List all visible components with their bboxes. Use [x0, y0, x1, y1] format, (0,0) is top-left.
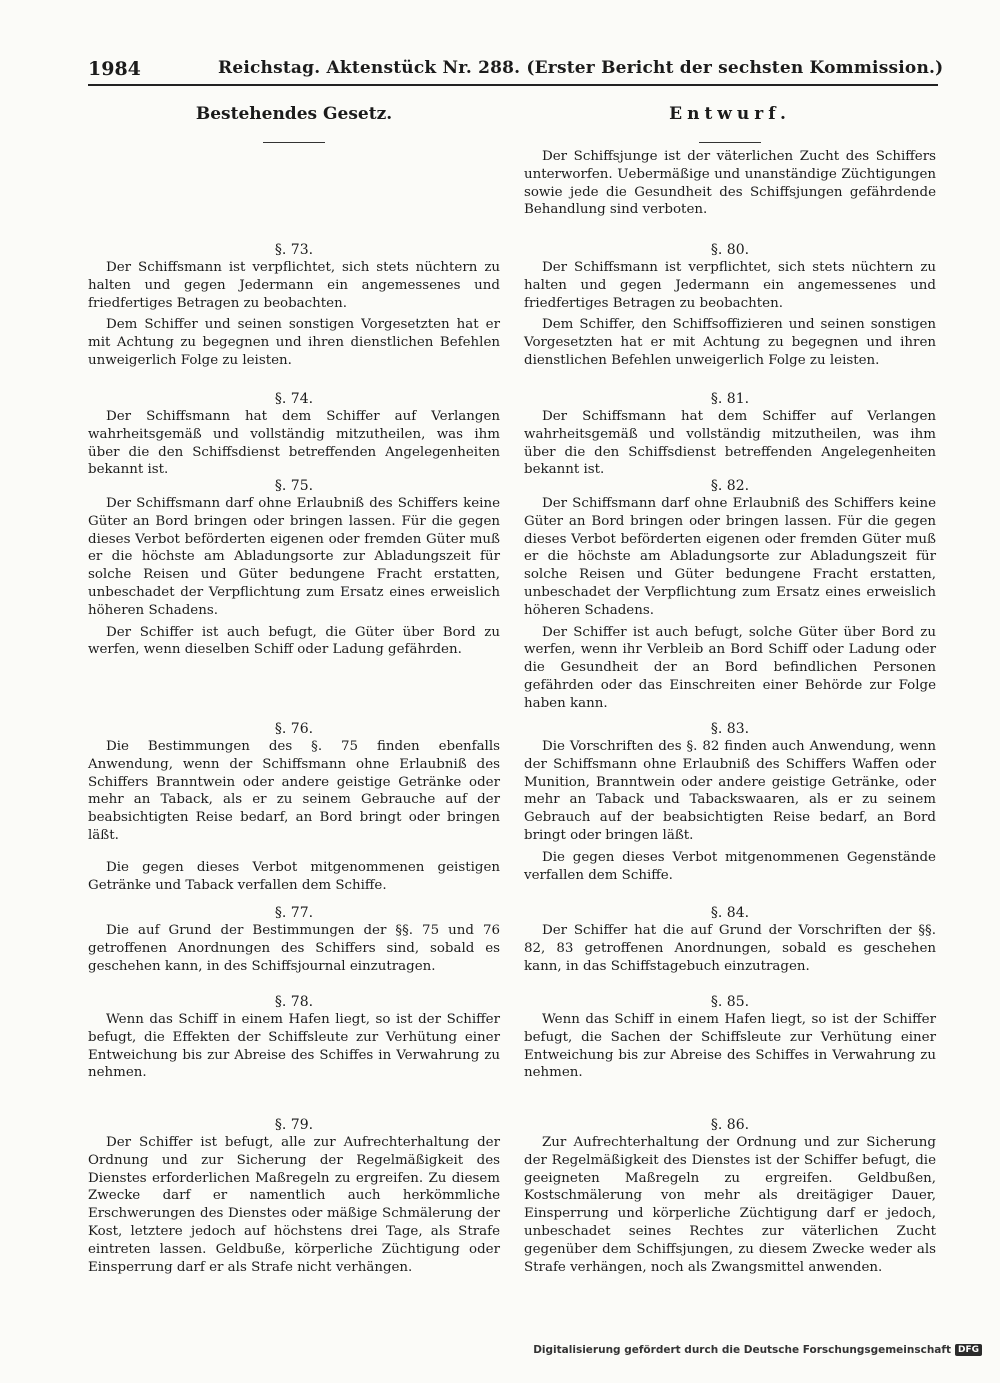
section-title: §. 85. [710, 994, 750, 1010]
paragraph: Der Schiffsmann hat dem Schiffer auf Verlangen wahrheitsgemäß und vollständig mitzutheilen, was ihm über die den Schiffsdienst betreffenden Angelegenheiten bekannt ist. [88, 409, 500, 478]
paragraph: Der Schiffsmann darf ohne Erlaubniß des Schiffers keine Güter an Bord bringen oder bringen lassen. Für die gegen dieses Verbot beförderten eigenen oder fremden Güter muß er die höchste am Abladungsorte zur Abladungszeit für solche Reisen und Güter bedungene Fracht erstatten, unbeschadet der Verpflichtung zum Ersatz eines erweislich höheren Schadens. [88, 496, 500, 618]
paragraph: Der Schiffsmann hat dem Schiffer auf Verlangen wahrheitsgemäß und vollständig mitzutheilen, was ihm über die den Schiffsdienst betreffenden Angelegenheiten bekannt ist. [524, 409, 936, 478]
left-column [88, 100, 500, 1275]
dfg-logo-icon: DFG [955, 1344, 982, 1356]
section-76 [88, 720, 500, 898]
section-85 [524, 993, 936, 1086]
page-header [88, 58, 944, 84]
section-title: §. 81. [710, 391, 750, 407]
section-title: §. 83. [710, 721, 750, 737]
section-86 [524, 1116, 936, 1280]
section-75 [88, 477, 500, 663]
right-heading-rule [699, 142, 761, 143]
section-84 [524, 904, 936, 979]
section-title: §. 84. [710, 905, 750, 921]
paragraph: Die gegen dieses Verbot mitgenommenen geistigen Getränke und Taback verfallen dem Schiffe. [88, 859, 500, 893]
paragraph: Wenn das Schiff in einem Hafen liegt, so ist der Schiffer befugt, die Sachen der Schiffsleute zur Verhütung einer Entweichung bis zur Abreise des Schiffes in Verwahrung zu nehmen. [524, 1012, 936, 1081]
intro-paragraph: Der Schiffsjunge ist der väterlichen Zucht des Schiffers unterworfen. Uebermäßige und unanständige Züchtigungen sowie jede die Gesundheit des Schiffsjungen gefährdende Behandlung sind verboten. [524, 149, 936, 218]
section-82 [524, 477, 936, 717]
section-83 [524, 720, 936, 888]
paragraph: Die Bestimmungen des §. 75 finden ebenfalls Anwendung, wenn der Schiffsmann ohne Erlaubniß des Schiffers Branntwein oder andere geistige Getränke oder mehr an Taback, als er zu seinem Gebrauche auf der beabsichtigten Reise bedarf, an Bord bringt oder bringen läßt. [88, 739, 500, 843]
section-title: §. 76. [274, 721, 314, 737]
left-column-heading: Bestehendes Gesetz. [195, 104, 393, 124]
section-81 [524, 390, 936, 483]
paragraph: Zur Aufrechterhaltung der Ordnung und zur Sicherung der Regelmäßigkeit des Dienstes ist der Schiffer befugt, die geeigneten Maßregeln zu ergreifen. Geldbußen, Kostschmälerung von mehr als dreitägiger Dauer, Einsperrung und körperliche Züchtigung darf er jedoch, unbeschadet seines Rechtes zur väterlichen Zucht gegenüber dem Schiffsjungen, zu diesem Zwecke weder als Strafe verhängen, noch als Zwangsmittel anwenden. [524, 1135, 936, 1275]
intro-section [524, 148, 936, 223]
section-79 [88, 1116, 500, 1280]
section-73 [88, 241, 500, 374]
paragraph: Die gegen dieses Verbot mitgenommenen Gegenstände verfallen dem Schiffe. [524, 849, 936, 883]
section-title: §. 77. [274, 905, 314, 921]
header-rule [88, 84, 938, 86]
section-title: §. 74. [274, 391, 314, 407]
paragraph: Der Schiffer ist befugt, alle zur Aufrechterhaltung der Ordnung und zur Sicherung der Regelmäßigkeit des Dienstes erforderlichen Maßregeln zu ergreifen. Zu diesem Zwecke darf er namentlich auch herkömmliche Erschwerungen des Dienstes oder mäßige Schmälerung der Kost, letztere jedoch auf höchstens drei Tage, als Strafe eintreten lassen. Geldbuße, körperliche Züchtigung oder Einsperrung darf er als Strafe nicht verhängen. [88, 1135, 500, 1275]
section-title: §. 73. [274, 242, 314, 258]
section-80 [524, 241, 936, 374]
paragraph: Der Schiffsmann ist verpflichtet, sich stets nüchtern zu halten und gegen Jedermann ein angemessenes und friedfertiges Betragen zu beobachten. [88, 260, 500, 311]
footer-text: Digitalisierung gefördert durch die Deutsche Forschungsgemeinschaft [533, 1344, 951, 1356]
right-column [524, 100, 936, 1275]
section-title: §. 78. [274, 994, 314, 1010]
paragraph: Der Schiffer ist auch befugt, solche Güter über Bord zu werfen, wenn ihr Verbleib an Bord Schiff oder Ladung oder die Gesundheit der an Bord befindlichen Personen gefährden oder das Einschreiten einer Behörde zur Folge haben kann. [524, 624, 936, 711]
paragraph: Der Schiffsmann darf ohne Erlaubniß des Schiffers keine Güter an Bord bringen oder bringen lassen. Für die gegen dieses Verbot beförderten eigenen oder fremden Güter muß er die höchste am Abladungsorte zur Abladungszeit für solche Reisen und Güter bedungene Fracht erstatten, unbeschadet der Verpflichtung zum Ersatz eines erweislich höheren Schadens. [524, 496, 936, 618]
section-77 [88, 904, 500, 979]
left-heading-rule [263, 142, 325, 143]
section-78 [88, 993, 500, 1086]
paragraph: Dem Schiffer, den Schiffsoffizieren und seinen sonstigen Vorgesetzten hat er mit Achtung zu begegnen und ihren dienstlichen Befehlen unweigerlich Folge zu leisten. [524, 317, 936, 368]
digitization-footer [533, 1344, 982, 1356]
section-title: §. 75. [274, 478, 314, 494]
section-title: §. 82. [710, 478, 750, 494]
section-74 [88, 390, 500, 483]
right-column-heading: Entwurf. [669, 104, 791, 124]
running-title: Reichstag. Aktenstück Nr. 288. (Erster Bericht der sechsten Kommission.) [218, 58, 944, 78]
paragraph: Der Schiffsmann ist verpflichtet, sich stets nüchtern zu halten und gegen Jedermann ein angemessenes und friedfertiges Betragen zu beobachten. [524, 260, 936, 311]
section-title: §. 80. [710, 242, 750, 258]
paragraph: Die auf Grund der Bestimmungen der §§. 75 und 76 getroffenen Anordnungen des Schiffers sind, sobald es geschehen kann, in des Schiffsjournal einzutragen. [88, 923, 500, 974]
paragraph: Der Schiffer ist auch befugt, die Güter über Bord zu werfen, wenn dieselben Schiff oder Ladung gefährden. [88, 624, 500, 658]
paragraph: Die Vorschriften des §. 82 finden auch Anwendung, wenn der Schiffsmann ohne Erlaubniß des Schiffers Waffen oder Munition, Branntwein oder andere geistige Getränke, oder mehr an Taback und Tabackswaaren, als er zu seinem Gebrauch auf der beabsichtigten Reise bedarf, an Bord bringt oder bringen läßt. [524, 739, 936, 843]
paragraph: Dem Schiffer und seinen sonstigen Vorgesetzten hat er mit Achtung zu begegnen und ihren dienstlichen Befehlen unweigerlich Folge zu leisten. [88, 317, 500, 368]
page-number: 1984 [88, 58, 141, 80]
section-title: §. 79. [274, 1117, 314, 1133]
section-title: §. 86. [710, 1117, 750, 1133]
paragraph: Wenn das Schiff in einem Hafen liegt, so ist der Schiffer befugt, die Effekten der Schiffsleute zur Verhütung einer Entweichung bis zur Abreise des Schiffes in Verwahrung zu nehmen. [88, 1012, 500, 1081]
paragraph: Der Schiffer hat die auf Grund der Vorschriften der §§. 82, 83 getroffenen Anordnungen, sobald es geschehen kann, in das Schiffstagebuch einzutragen. [524, 923, 936, 974]
